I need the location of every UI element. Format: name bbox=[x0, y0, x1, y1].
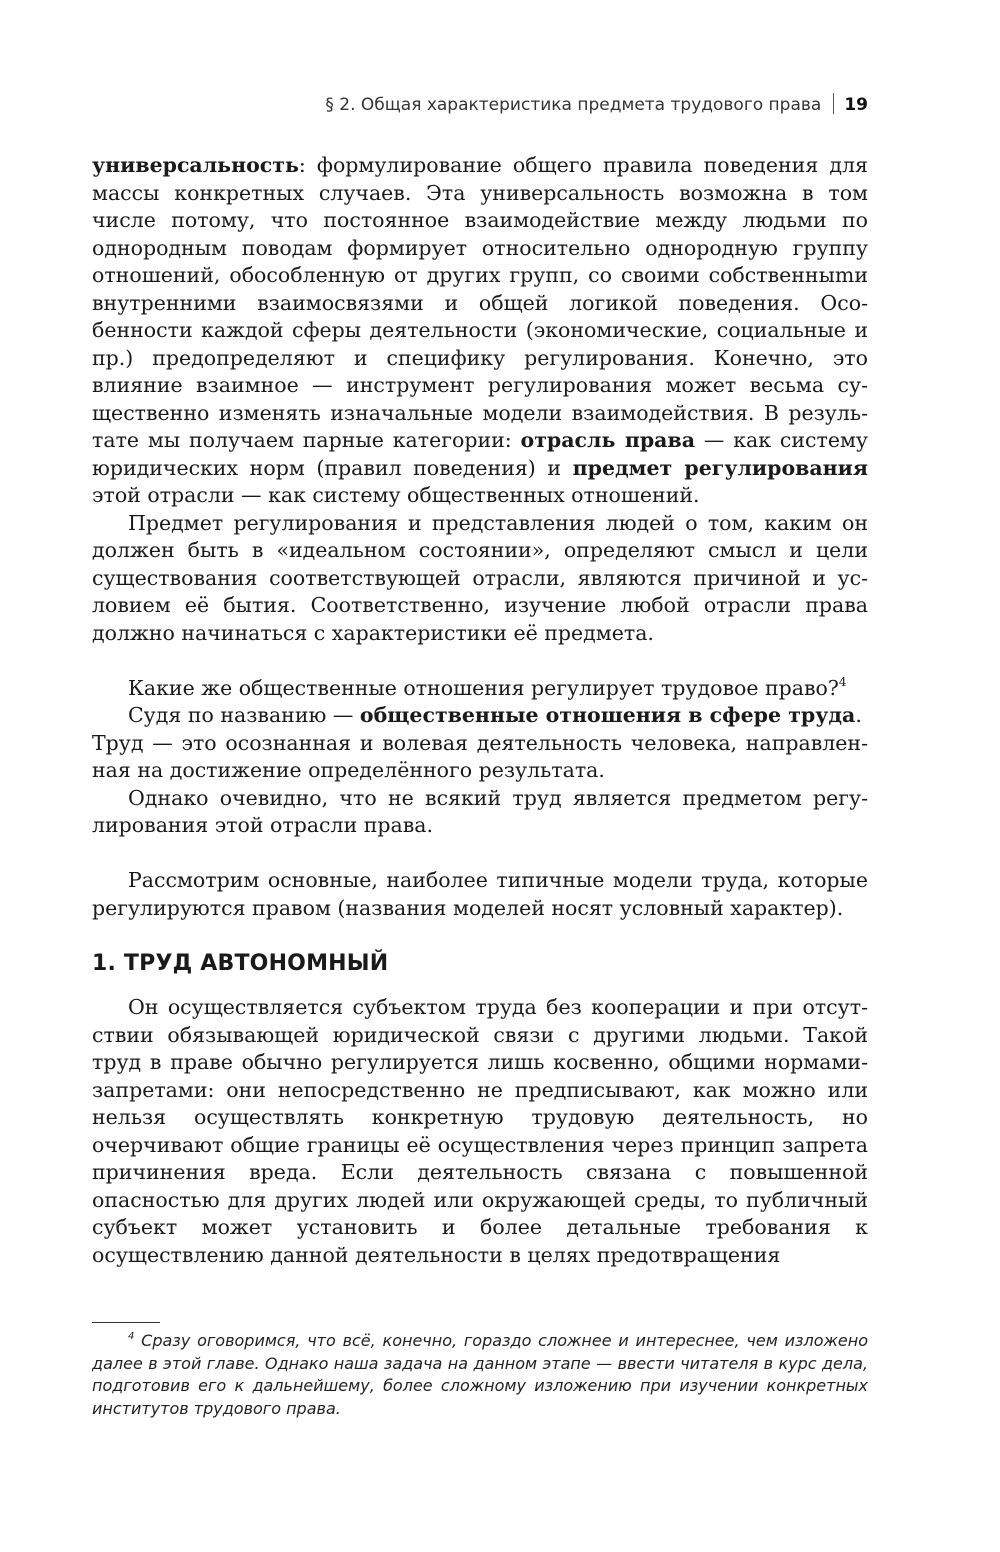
footnote-number: 4 bbox=[128, 1331, 135, 1342]
paragraph-1-text-b: — как систему юридических норм (правил поведения) и bbox=[92, 428, 868, 480]
footnote-ref[interactable]: 4 bbox=[838, 674, 847, 689]
paragraph-4-text-b: . bbox=[855, 703, 862, 727]
footnote bbox=[92, 1330, 868, 1420]
footnote-divider bbox=[92, 1322, 160, 1323]
term-social-relations-labor: общественные отношения в сфере труда bbox=[359, 703, 856, 727]
paragraph-4 bbox=[92, 702, 868, 730]
term-universality: универсальность bbox=[92, 153, 299, 177]
paragraph-3-text: Какие же общественные отношения регулирует трудовое право? bbox=[128, 675, 839, 700]
section-title: § 2. Общая характеристика предмета трудового права bbox=[325, 95, 822, 115]
paragraph-3 bbox=[92, 675, 868, 703]
footnote-text: Сразу оговоримся, что всё, конечно, гораздо сложнее и интереснее, чем изложено далее в этой главе. Однако наша задача на данном этапе — ввести читателя в курс дела, подготовив его к дальнейшему, более сложному изложению при изучении конкретных институтов трудового права. bbox=[92, 1331, 868, 1418]
paragraph-1-text-a: : формулирование общего правила поведения для массы конкретных случаев. Эта универсальность возможна в том числе потому, что постоянное взаимодействие между людьми по однородным поводам формирует относительно однородную группу отношений, обособленную от других групп, со своими собственныmи внутренними взаимосвязями и общей логикой поведения. Особенности каждой сферы деятельности (экономические, социальные и пр.) предопределяют и специфику регулирования. Конечно, это влияние взаимное — инструмент регулирования может весьма существенно изменять изначальные модели взаимодействия. В результате мы получаем парные категории: bbox=[92, 153, 868, 452]
page-number: 19 bbox=[844, 95, 868, 115]
term-subject-of-regulation: предмет регулирования bbox=[572, 455, 868, 480]
paragraph-4-text-a: Судя по названию — bbox=[128, 703, 360, 727]
header-divider bbox=[833, 93, 834, 114]
term-branch-of-law: отрасль права bbox=[520, 428, 695, 452]
paragraph-6: Однако очевидно, что не всякий труд является предметом регулирования этой отрасли права. bbox=[92, 785, 868, 837]
body-text bbox=[92, 152, 868, 1269]
paragraph-2: Предмет регулирования и представления людей о том, каким он должен быть в «идеальном состоянии», определяют смысл и цели существования соответствующей отрасли, являются причиной и условием её бытия. Соответственно, изучение любой отрасли права должно начинаться с характеристики её предмета. bbox=[92, 510, 868, 645]
paragraph-1 bbox=[92, 152, 868, 510]
paragraph-8: Он осуществляется субъектом труда без кооперации и при отсутствии обязывающей юридической связи с другими людьми. Такой труд в праве обычно регулируется лишь косвенно, общими нормами-запретами: они непосредственно не предписывают, как можно или нельзя осуществлять конкретную трудовую деятельность, но очерчивают общие границы её осуществления через принцип запрета причинения вреда. Если деятельность связана с повышенной опасностью для других людей или окружающей среды, то публичный субъект может установить и более детальные требования к осуществлению данной деятельности в целях предотвращения bbox=[92, 995, 868, 1267]
paragraph-7: Рассмотрим основные, наиболее типичные модели труда, которые регулируются правом (названия моделей носят условный характер). bbox=[92, 868, 868, 920]
paragraph-1-text-c: этой отрасли — как систему общественных отношений. bbox=[92, 483, 700, 507]
running-header bbox=[92, 93, 868, 115]
section-heading: 1. ТРУД АВТОНОМНЫЙ bbox=[92, 951, 389, 976]
paragraph-5: Труд — это осознанная и волевая деятельность человека, направленная на достижение определённого результата. bbox=[92, 730, 868, 782]
